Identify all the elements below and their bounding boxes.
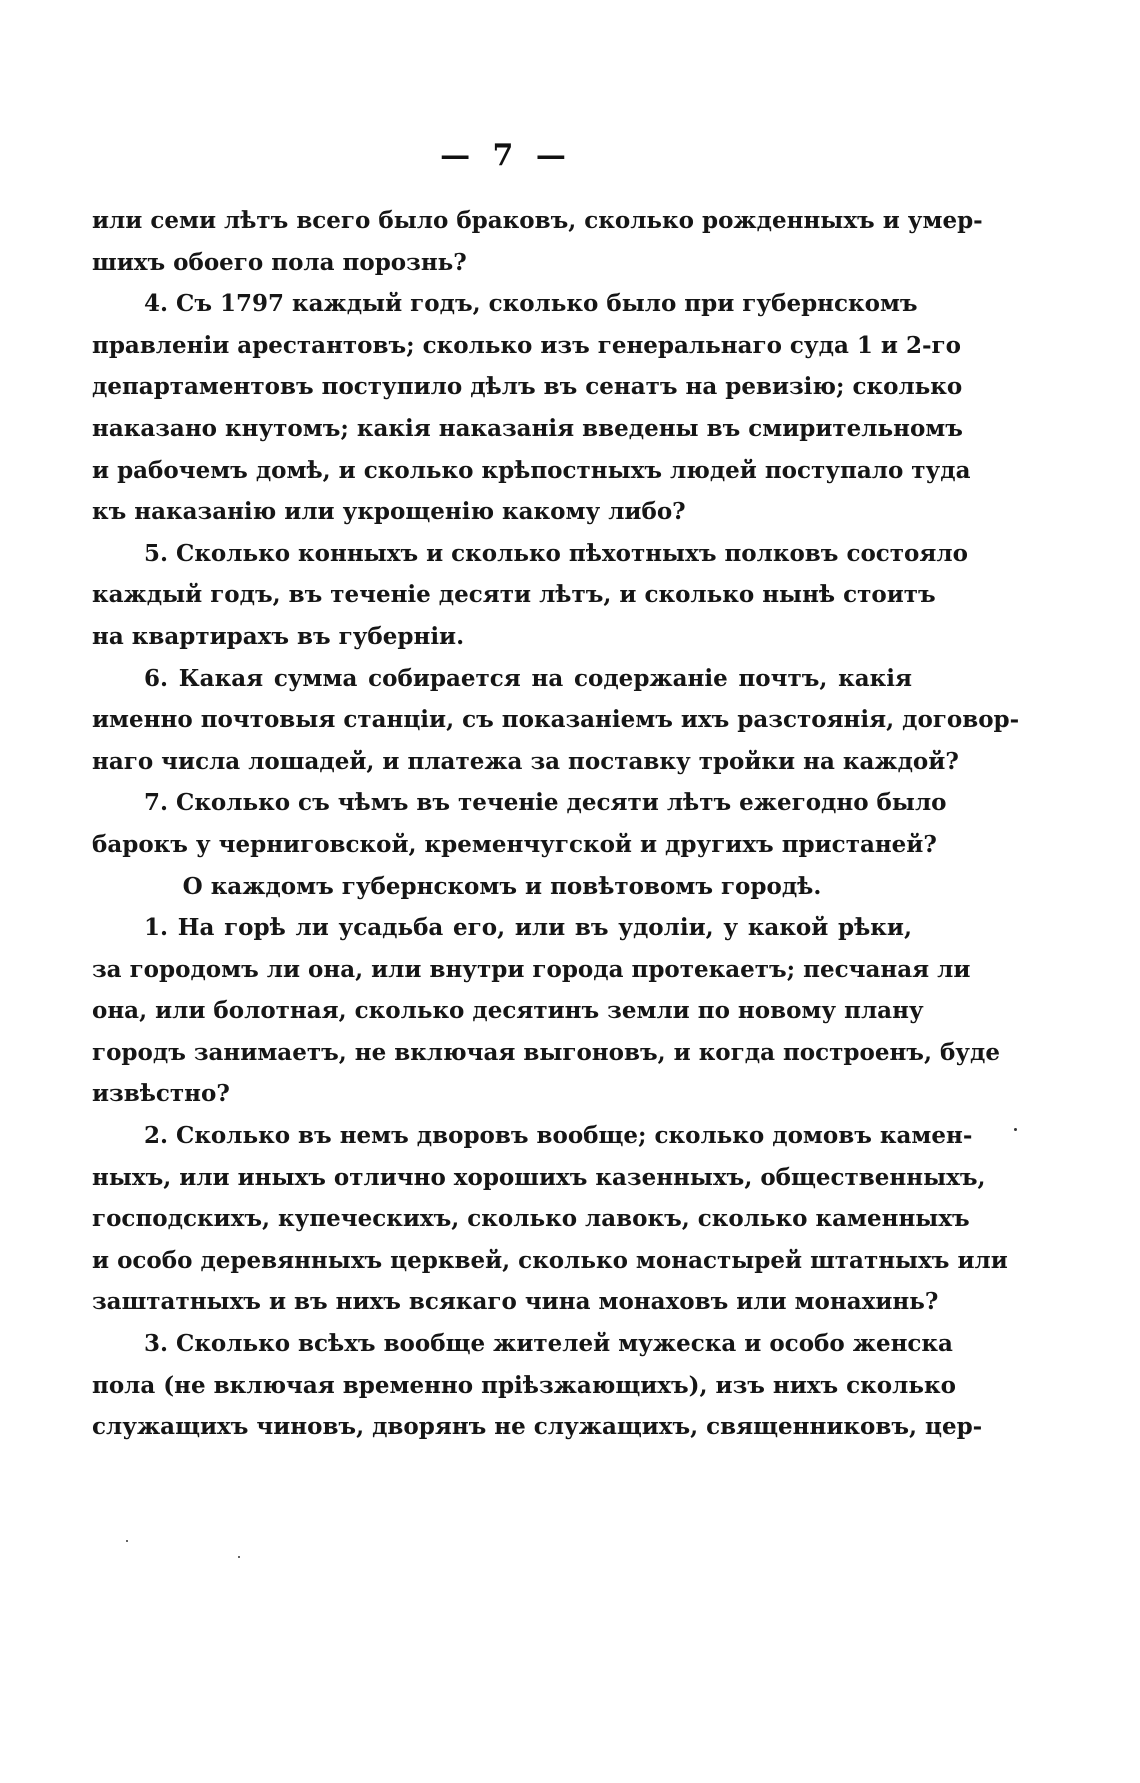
text-line: она, или болотная, сколько десятинъ земли по новому плану: [92, 997, 924, 1025]
text-line: или семи лѣтъ всего было браковъ, сколько рожденныхъ и умер-: [92, 207, 983, 234]
text-line: наго числа лошадей, и платежа за поставку тройки на каждой?: [92, 747, 959, 775]
text-line: барокъ у черниговской, кременчугской и другихъ пристаней?: [92, 830, 937, 858]
body-text: [92, 200, 1020, 1448]
text-line: 6. Какая сумма собирается на содержаніе почтъ, какія: [144, 664, 912, 692]
text-line: правленіи арестантовъ; сколько изъ генеральнаго суда 1 и 2-го: [92, 331, 961, 359]
text-line: къ наказанію или укрощенію какому либо?: [92, 498, 686, 526]
print-speck: [238, 1556, 240, 1558]
text-line: и рабочемъ домѣ, и сколько крѣпостныхъ людей поступало туда: [92, 456, 971, 484]
text-line: городъ занимаетъ, не включая выгоновъ, и когда построенъ, буде: [92, 1038, 1000, 1066]
text-line: и особо деревянныхъ церквей, сколько монастырей штатныхъ или: [92, 1246, 1008, 1274]
text-line: заштатныхъ и въ нихъ всякаго чина монаховъ или монахинь?: [92, 1288, 939, 1316]
text-line: на квартирахъ въ губерніи.: [92, 622, 465, 650]
text-line: департаментовъ поступило дѣлъ въ сенатъ на ревизію; сколько: [92, 373, 963, 401]
text-line: за городомъ ли она, или внутри города протекаетъ; песчаная ли: [92, 955, 971, 983]
text-line: наказано кнутомъ; какія наказанія введены въ смирительномъ: [92, 414, 963, 442]
text-line: 4. Съ 1797 каждый годъ, сколько было при губернскомъ: [144, 290, 918, 318]
page-number: — 7 —: [440, 138, 572, 173]
text-line: 2. Сколько въ немъ дворовъ вообще; сколько домовъ камен-: [144, 1122, 973, 1150]
print-speck: [1014, 1128, 1017, 1131]
text-line: 7. Сколько съ чѣмъ въ теченіе десяти лѣтъ ежегодно было: [144, 789, 947, 817]
text-line: извѣстно?: [92, 1080, 230, 1108]
text-line: 3. Сколько всѣхъ вообще жителей мужеска и особо женска: [144, 1330, 953, 1358]
print-speck: [126, 1540, 128, 1542]
text-line: 5. Сколько конныхъ и сколько пѣхотныхъ полковъ состояло: [144, 539, 968, 567]
text-line: 1. На горѣ ли усадьба его, или въ удоліи, у какой рѣки,: [144, 914, 912, 942]
text-line: служащихъ чиновъ, дворянъ не служащихъ, священниковъ, цер-: [92, 1413, 983, 1441]
text-line: ныхъ, или иныхъ отлично хорошихъ казенныхъ, общественныхъ,: [92, 1163, 986, 1191]
text-line: господскихъ, купеческихъ, сколько лавокъ, сколько каменныхъ: [92, 1205, 970, 1233]
text-line: именно почтовыя станціи, съ показаніемъ ихъ разстоянія, договор-: [92, 706, 1020, 734]
section-heading: О каждомъ губернскомъ и повѣтовомъ городѣ.: [182, 872, 822, 900]
text-line: шихъ обоего пола порознь?: [92, 248, 467, 276]
text-line: пола (не включая временно пріѣзжающихъ), изъ нихъ сколько: [92, 1371, 956, 1399]
text-line: каждый годъ, въ теченіе десяти лѣтъ, и сколько нынѣ стоитъ: [92, 581, 936, 609]
